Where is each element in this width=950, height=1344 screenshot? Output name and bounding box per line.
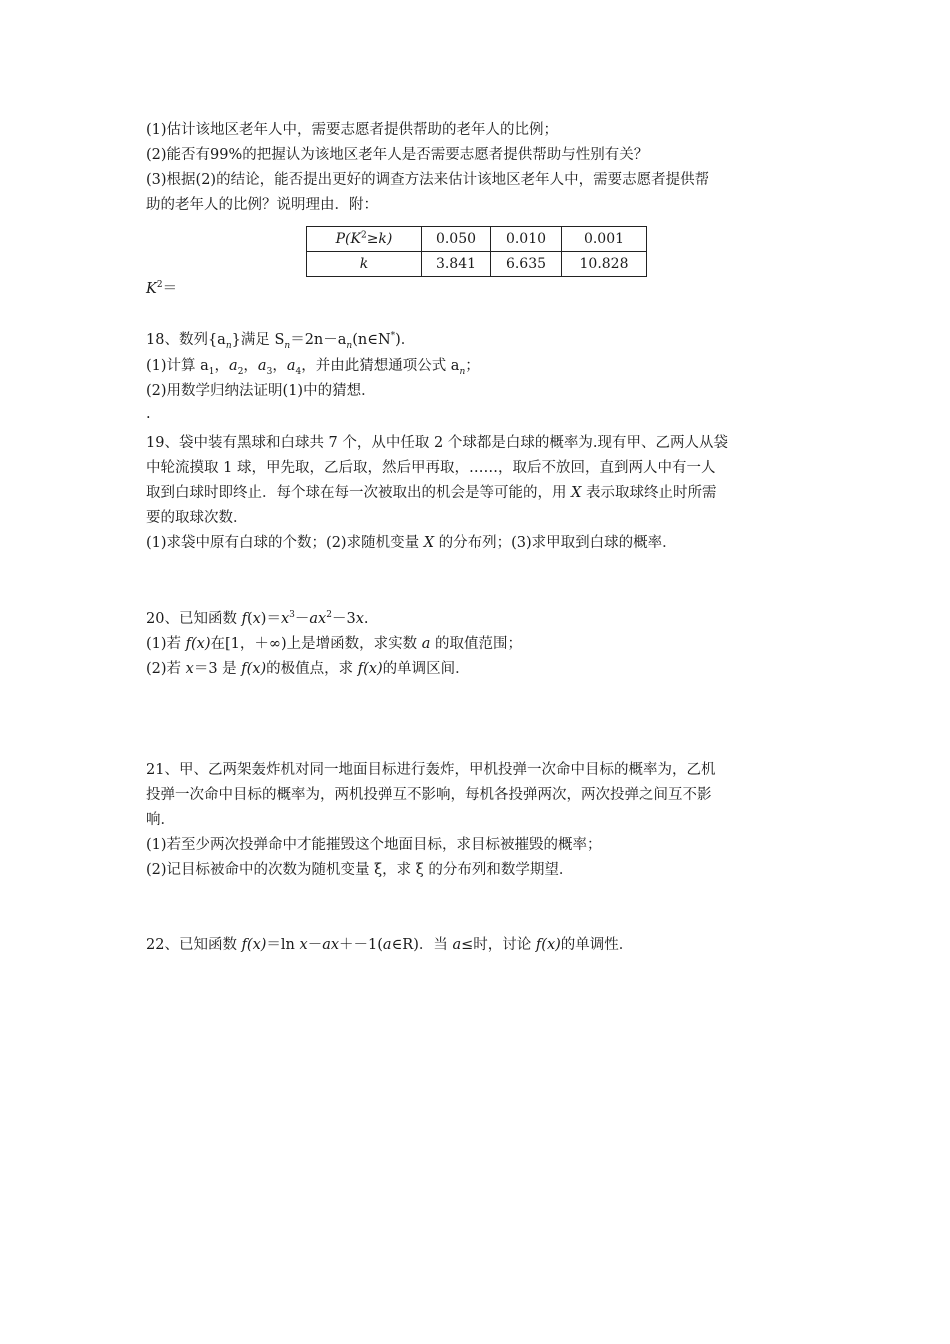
table-cell: 0.001: [562, 227, 647, 252]
q21-line2: 投弹一次命中目标的概率为，两机投弹互不影响，每机各投弹两次，两次投弹之间互不影: [146, 787, 712, 803]
critical-value-table: [306, 226, 647, 277]
q17-part2: (2)能否有99%的把握认为该地区老年人是否需要志愿者提供帮助与性别有关？: [146, 147, 649, 163]
table-row: [307, 227, 647, 252]
q20-part1: (1)若 f(x)在[1，＋∞)上是增函数，求实数 a 的取值范围；: [146, 636, 523, 652]
q19-parts: (1)求袋中原有白球的个数；(2)求随机变量 X 的分布列；(3)求甲取到白球的概率．: [146, 535, 677, 551]
q18-part2: (2)用数学归纳法证明(1)中的猜想．: [146, 383, 376, 399]
q20-stem: 20、已知函数 $f(x)=x^3-ax^2-3x$.: [146, 610, 369, 627]
q21-line3: 响．: [146, 812, 175, 828]
table-cell: 0.010: [491, 227, 562, 252]
q17-part3-line2: 助的老年人的比例？说明理由．附：: [146, 197, 378, 213]
q20-part2: (2)若 x＝3 是 f(x)的极值点，求 f(x)的单调区间．: [146, 661, 470, 677]
q18-part1: (1)计算 $a_1$，$a_2$，$a_3$，$a_4$，并由此猜想通项公式 $a_n$；: [146, 358, 480, 377]
q18-stem: 18、数列$\{a_n\}$满足 $S_n=2n-a_n(n\in N^*)$．: [146, 331, 416, 351]
q17-part1: (1)估计该地区老年人中，需要志愿者提供帮助的老年人的比例；: [146, 122, 559, 138]
k-squared-formula: $K^2=$: [146, 280, 178, 297]
q19-line1: 19、袋中装有黑球和白球共 7 个，从中任取 2 个球都是白球的概率为.现有甲、乙两人从袋: [146, 435, 728, 451]
q22-stem: 22、已知函数 f(x)＝ln x－ax＋－1(a∈R)．当 a≤时，讨论 f(x)的单调性．: [146, 937, 634, 953]
q21-line1: 21、甲、乙两架轰炸机对同一地面目标进行轰炸，甲机投弹一次命中目标的概率为，乙机: [146, 762, 716, 778]
table-header-p: $P(K^2\ge k)$: [307, 227, 422, 252]
table-row: [307, 252, 647, 277]
q17-part3-line1: (3)根据(2)的结论，能否提出更好的调查方法来估计该地区老年人中，需要志愿者提供帮: [146, 172, 710, 188]
table-cell: 0.050: [422, 227, 491, 252]
table-header-k: k: [307, 252, 422, 277]
stray-dot: .: [146, 406, 151, 422]
table-cell: 3.841: [422, 252, 491, 277]
q19-line2: 中轮流摸取 1 球，甲先取，乙后取，然后甲再取，……，取后不放回，直到两人中有一人: [146, 460, 716, 476]
q19-line3: 取到白球时即终止．每个球在每一次被取出的机会是等可能的，用 X 表示取球终止时所需: [146, 485, 717, 501]
table-cell: 10.828: [562, 252, 647, 277]
q21-part2: (2)记目标被命中的次数为随机变量 ξ，求 ξ 的分布列和数学期望．: [146, 862, 574, 878]
q19-line4: 要的取球次数．: [146, 510, 248, 526]
table-cell: 6.635: [491, 252, 562, 277]
q21-part1: (1)若至少两次投弹命中才能摧毁这个地面目标，求目标被摧毁的概率；: [146, 837, 602, 853]
